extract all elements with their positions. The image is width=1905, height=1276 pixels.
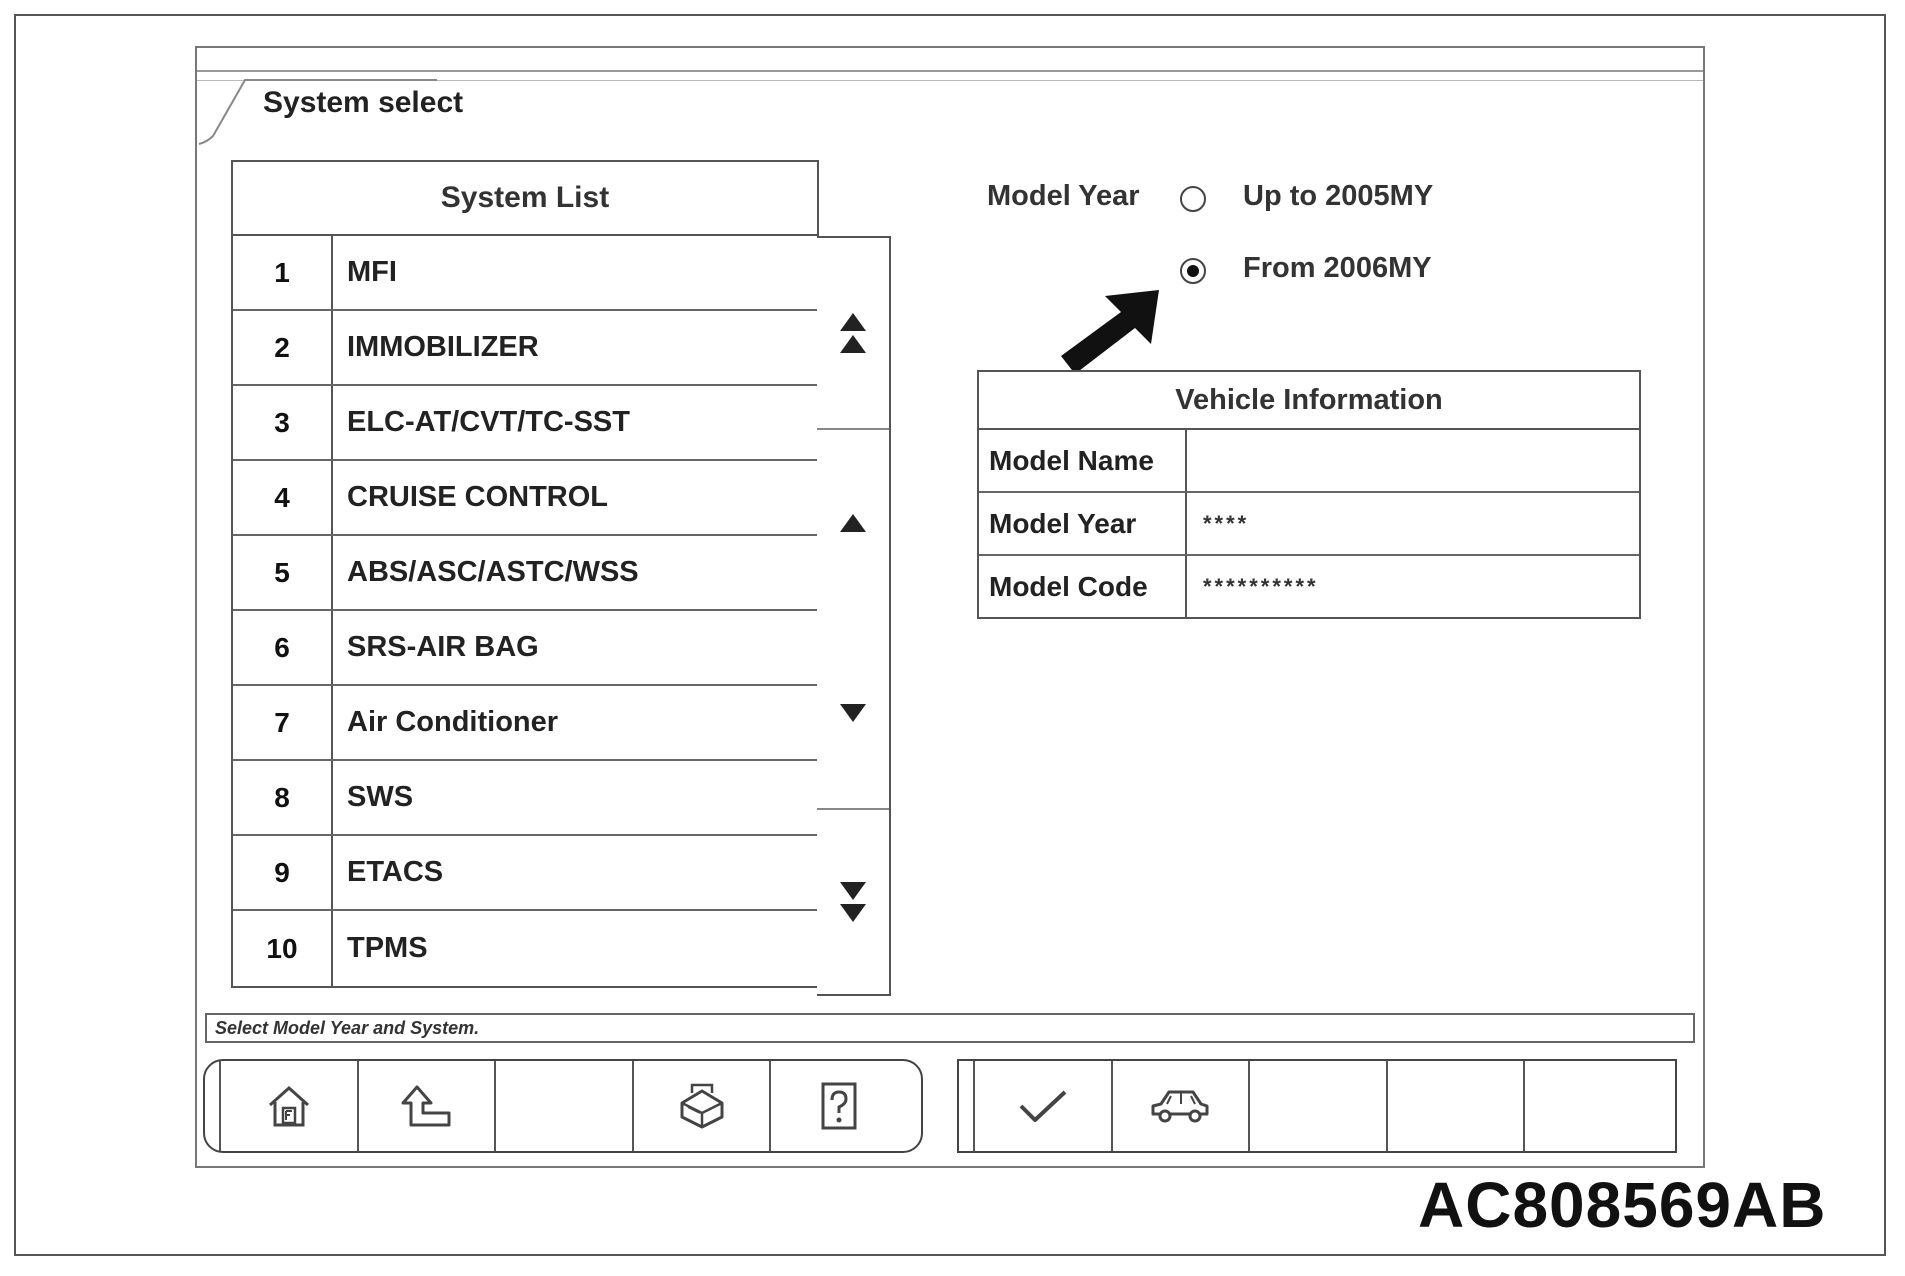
vehicle-info-label: Model Code bbox=[979, 556, 1187, 617]
vehicle-info-label: Model Year bbox=[979, 493, 1187, 554]
diagnostic-screen bbox=[195, 46, 1705, 1168]
top-rule bbox=[197, 70, 1703, 72]
system-row-number: 3 bbox=[233, 386, 333, 459]
system-row-number: 2 bbox=[233, 311, 333, 384]
help-icon bbox=[819, 1080, 859, 1132]
system-row-number: 5 bbox=[233, 536, 333, 609]
system-list-header: System List bbox=[233, 162, 817, 236]
scroll-page-up-button[interactable] bbox=[817, 238, 889, 430]
system-row-number: 6 bbox=[233, 611, 333, 684]
system-row-mfi[interactable] bbox=[233, 236, 817, 311]
vehicle-button[interactable] bbox=[1113, 1061, 1251, 1151]
system-row-number: 7 bbox=[233, 686, 333, 759]
status-message-bar: Select Model Year and System. bbox=[205, 1013, 1695, 1043]
system-row-name: ABS/ASC/ASTC/WSS bbox=[347, 556, 639, 588]
system-row-number: 10 bbox=[233, 911, 333, 986]
vehicle-info-value bbox=[1187, 430, 1639, 491]
home-icon bbox=[264, 1081, 314, 1131]
vehicle-info-row-model-name bbox=[979, 430, 1639, 493]
up-arrow-icon bbox=[840, 514, 866, 532]
system-list-scroll-column bbox=[817, 236, 891, 996]
vehicle-info-row-model-year bbox=[979, 493, 1639, 556]
vehicle-info-value: ********** bbox=[1203, 573, 1319, 599]
toolbar-right bbox=[957, 1059, 1677, 1153]
printer-icon bbox=[674, 1081, 730, 1131]
system-row-abs[interactable] bbox=[233, 536, 817, 611]
empty-toolbar-button[interactable] bbox=[496, 1061, 634, 1151]
check-icon bbox=[1015, 1084, 1071, 1128]
page-title: System select bbox=[263, 86, 464, 119]
system-row-name: IMMOBILIZER bbox=[347, 331, 539, 363]
back-icon bbox=[395, 1081, 457, 1131]
system-row-etacs[interactable] bbox=[233, 836, 817, 911]
toolbar-left bbox=[203, 1059, 923, 1153]
vehicle-info-label: Model Name bbox=[979, 430, 1187, 491]
vehicle-information-header: Vehicle Information bbox=[979, 372, 1639, 430]
radio-label-up-to-2005my[interactable]: Up to 2005MY bbox=[1243, 180, 1434, 212]
empty-toolbar-button[interactable] bbox=[1525, 1061, 1661, 1151]
system-row-name: TPMS bbox=[347, 932, 428, 964]
radio-from-2006my[interactable] bbox=[1180, 258, 1206, 284]
system-row-number: 8 bbox=[233, 761, 333, 834]
radio-up-to-2005my[interactable] bbox=[1180, 186, 1206, 212]
system-row-immobilizer[interactable] bbox=[233, 311, 817, 386]
vehicle-info-row-model-code bbox=[979, 556, 1639, 617]
scroll-down-button[interactable] bbox=[817, 618, 889, 810]
system-row-name: ETACS bbox=[347, 856, 444, 888]
system-row-name: MFI bbox=[347, 256, 397, 288]
vehicle-information-table bbox=[977, 370, 1641, 619]
system-row-tpms[interactable] bbox=[233, 911, 817, 986]
system-row-number: 1 bbox=[233, 236, 333, 309]
scroll-page-down-button[interactable] bbox=[817, 808, 889, 996]
document-id: AC808569AB bbox=[1418, 1169, 1827, 1241]
radio-selected-dot bbox=[1187, 265, 1199, 277]
system-row-name: ELC-AT/CVT/TC-SST bbox=[347, 406, 630, 438]
double-down-arrow-icon bbox=[840, 904, 866, 922]
system-row-cruise-control[interactable] bbox=[233, 461, 817, 536]
system-list bbox=[231, 160, 819, 988]
print-button[interactable] bbox=[634, 1061, 772, 1151]
down-arrow-icon bbox=[840, 704, 866, 722]
scroll-up-button[interactable] bbox=[817, 428, 889, 618]
empty-toolbar-button[interactable] bbox=[1250, 1061, 1388, 1151]
double-up-arrow-icon bbox=[840, 313, 866, 331]
model-year-label: Model Year bbox=[987, 180, 1140, 212]
system-row-srs-air-bag[interactable] bbox=[233, 611, 817, 686]
system-row-name: CRUISE CONTROL bbox=[347, 481, 608, 513]
system-row-number: 9 bbox=[233, 836, 333, 909]
double-up-arrow-icon bbox=[840, 335, 866, 353]
system-row-elc-at[interactable] bbox=[233, 386, 817, 461]
vehicle-info-value: **** bbox=[1203, 510, 1250, 536]
double-down-arrow-icon bbox=[840, 882, 866, 900]
home-button[interactable] bbox=[219, 1061, 359, 1151]
radio-label-from-2006my[interactable]: From 2006MY bbox=[1243, 252, 1432, 284]
system-row-name: SRS-AIR BAG bbox=[347, 631, 539, 663]
system-row-number: 4 bbox=[233, 461, 333, 534]
help-button[interactable] bbox=[771, 1061, 907, 1151]
system-row-name: SWS bbox=[347, 781, 414, 813]
system-row-sws[interactable] bbox=[233, 761, 817, 836]
system-row-air-conditioner[interactable] bbox=[233, 686, 817, 761]
callout-arrow-icon bbox=[1047, 284, 1167, 384]
back-button[interactable] bbox=[359, 1061, 497, 1151]
empty-toolbar-button[interactable] bbox=[1388, 1061, 1526, 1151]
vehicle-icon bbox=[1147, 1084, 1213, 1128]
confirm-button[interactable] bbox=[973, 1061, 1113, 1151]
system-row-name: Air Conditioner bbox=[347, 706, 559, 738]
